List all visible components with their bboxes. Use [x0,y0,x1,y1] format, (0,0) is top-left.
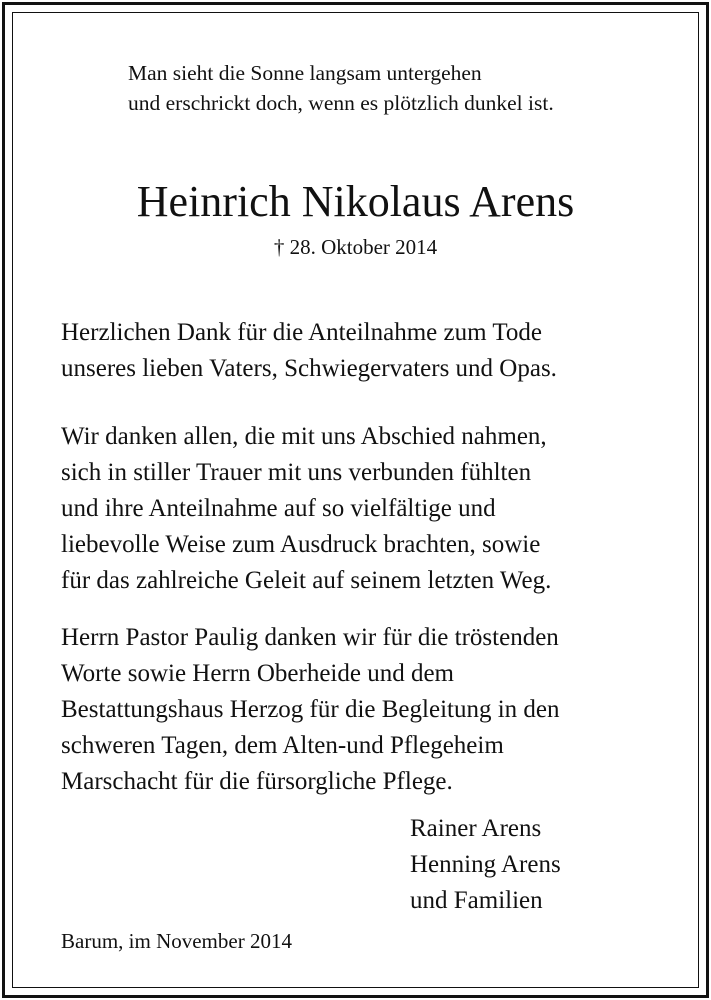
text-line: Wir danken allen, die mit uns Abschied nahmen, [61,423,547,450]
signature-line: Henning Arens [410,851,561,878]
text-line: Bestattungshaus Herzog für die Begleitung in den [61,696,560,723]
place-and-date: Barum, im November 2014 [61,929,292,953]
thanks-paragraph-1 [61,315,557,387]
motto-line: und erschrickt doch, wenn es plötzlich dunkel ist. [128,91,554,115]
death-date: † 28. Oktober 2014 [273,235,438,259]
signature-line: und Familien [410,887,543,914]
thanks-paragraph-2 [61,419,551,599]
signature-block [410,811,561,919]
text-line: Herzlichen Dank für die Anteilnahme zum Tode [61,319,542,346]
text-line: schweren Tagen, dem Alten-und Pflegeheim [61,732,504,759]
text-line: und ihre Anteilnahme auf so vielfältige und [61,495,496,522]
text-line: Worte sowie Herrn Oberheide und dem [61,660,454,687]
motto-line: Man sieht die Sonne langsam untergehen [128,61,482,85]
text-line: Marschacht für die fürsorgliche Pflege. [61,768,453,795]
text-line: unseres lieben Vaters, Schwiegervaters und Opas. [61,355,557,382]
text-line: liebevolle Weise zum Ausdruck brachten, sowie [61,531,541,558]
text-line: Herrn Pastor Paulig danken wir für die tröstenden [61,624,559,651]
signature-line: Rainer Arens [410,815,542,842]
text-line: für das zahlreiche Geleit auf seinem letzten Weg. [61,567,552,594]
thanks-paragraph-3 [61,620,560,800]
motto-quote [128,58,554,118]
deceased-name: Heinrich Nikolaus Arens [136,177,575,226]
text-line: sich in stiller Trauer mit uns verbunden fühlten [61,459,532,486]
